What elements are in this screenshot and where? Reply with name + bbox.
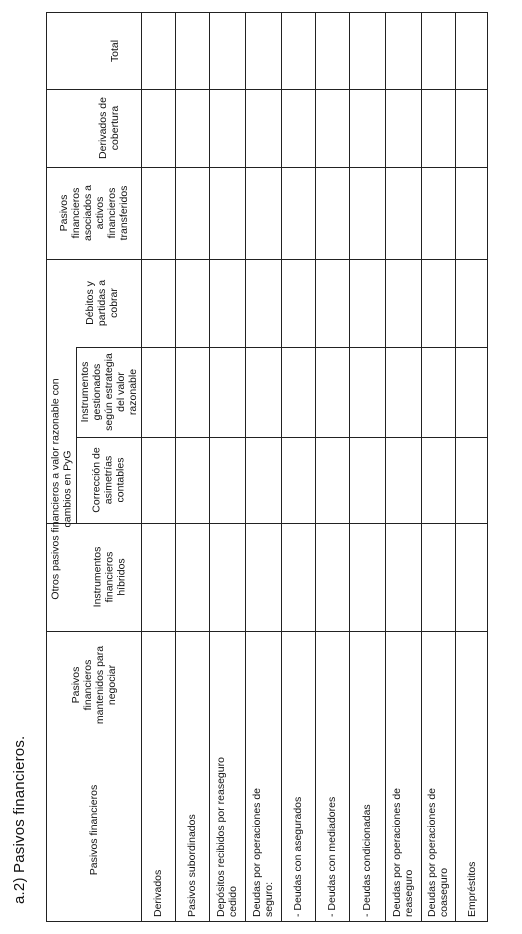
row-label-text: - Deudas condicionadas [361,804,373,917]
row-separator [421,13,422,921]
row-label-text: Derivados [152,869,164,917]
row-label-text: Deudas por operaciones de seguro: [251,787,275,917]
row-label-text: Pasivos subordinados [186,814,198,917]
row-separator [281,13,282,921]
header-cobertura: Derivados de cobertura [97,97,121,159]
row-separator [385,13,386,921]
row-label-text: Depósitos recibidos por reaseguro cedido [215,757,239,917]
row-separator [315,13,316,921]
row-separator [175,13,176,921]
row-label-text: - Deudas con mediadores [326,796,338,917]
section-caption [8,604,30,904]
header-asimetrias: Corrección de asimetrías contables [91,447,127,513]
header-total: Total [109,39,121,63]
row-label-text: Empréstitos [466,861,478,917]
row-label-text: Deudas por operaciones de coaseguro [426,787,450,917]
row-separator [455,13,456,921]
row-label-text: - Deudas con asegurados [292,796,304,917]
row-separator [349,13,350,921]
header-row-label: Pasivos financieros [88,784,100,876]
financial-liabilities-table [46,12,488,922]
header-negociar: Pasivos financieros mantenidos para negociar [70,645,118,725]
header-estrategia: Instrumentos gestionados según estrategia del valor razonable [79,353,140,431]
caption-text: a.2) Pasivos financieros. [11,735,28,904]
header-transferidos: Pasivos financieros asociados a activos financieros transferidos [57,184,130,242]
header-hibridos: Instrumentos financieros híbridos [90,546,127,608]
row-separator [141,13,142,921]
header-group-otros: Otros pasivos financieros a valor razonable con cambios en PyG [49,378,74,600]
row-separator [245,13,246,921]
row-label-text: Deudas por operaciones de reaseguro [391,787,415,917]
row-separator [209,13,210,921]
header-debitos: Débitos y partidas a cobrar [84,279,120,327]
